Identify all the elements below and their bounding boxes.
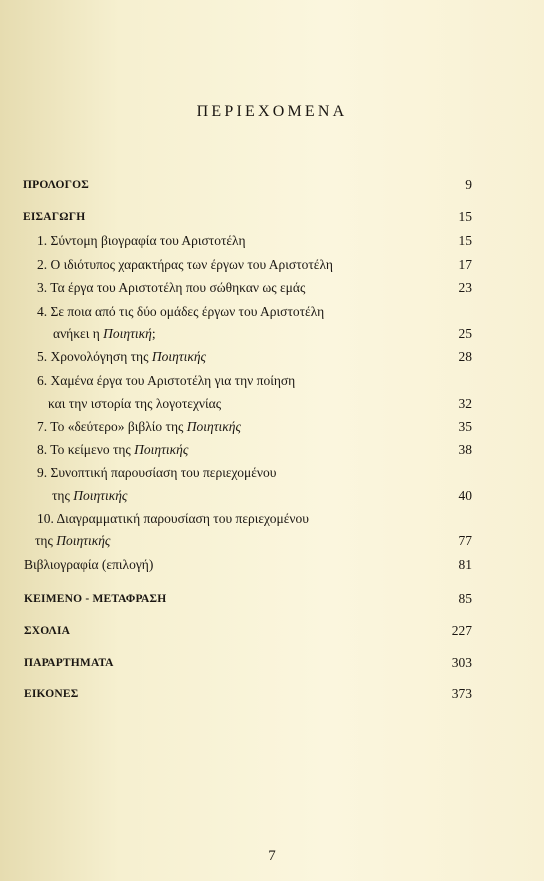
toc-label: Βιβλιογραφία (επιλογή) — [24, 557, 154, 572]
toc-entry-1 — [37, 233, 246, 249]
toc-page-number: 35 — [458, 419, 472, 434]
toc-label: 6. Χαμένα έργα του Αριστοτέλη για την ποίηση — [37, 373, 296, 388]
toc-label: ΕΙΚΟΝΕΣ — [24, 688, 79, 700]
toc-page-number: 9 — [465, 177, 472, 192]
toc-label: 9. Συνοπτική παρουσίαση του περιεχομένου — [37, 465, 277, 480]
toc-label: ΕΙΣΑΓΩΓΗ — [23, 211, 86, 223]
toc-page-number: 373 — [451, 686, 472, 701]
toc-label-italic: Ποιητικής — [73, 488, 128, 503]
page-title: ΠΕΡΙΕΧΟΜΕΝΑ — [196, 103, 348, 120]
toc-label-text: 7. Το «δεύτερο» βιβλίο της — [37, 419, 187, 434]
toc-page-number: 15 — [458, 233, 472, 248]
toc-label-italic: Ποιητικής — [186, 419, 241, 434]
toc-page-number: 17 — [458, 257, 472, 272]
toc-label: 10. Διαγραμματική παρουσίαση του περιεχομένου — [37, 511, 309, 526]
toc-label-text: ανήκει η — [53, 326, 104, 341]
toc-label: ΠΑΡΑΡΤΗΜΑΤΑ — [24, 657, 114, 669]
toc-entry-appendices — [24, 655, 114, 671]
toc-label: και την ιστορία της λογοτεχνίας — [48, 396, 222, 411]
toc-entry-2 — [37, 257, 333, 273]
toc-entry-7 — [37, 419, 241, 435]
toc-entry-prologue — [23, 177, 89, 193]
toc-entry-4-continuation — [53, 326, 156, 342]
toc-entry-8 — [37, 442, 188, 458]
toc-page-number: 38 — [458, 442, 472, 457]
toc-page-number: 25 — [458, 326, 472, 341]
toc-entry-text-translation — [24, 591, 166, 607]
toc-label-italic: Ποιητική — [103, 326, 152, 341]
toc-entry-6 — [37, 373, 295, 389]
toc-page-number: 40 — [458, 488, 472, 503]
toc-label: 1. Σύντομη βιογραφία του Αριστοτέλη — [37, 233, 246, 248]
toc-label-italic: Ποιητικής — [134, 442, 189, 457]
toc-label: 3. Τα έργα του Αριστοτέλη που σώθηκαν ως εμάς — [37, 280, 306, 295]
toc-page-number: 303 — [451, 655, 472, 670]
toc-entry-9-continuation — [52, 488, 127, 504]
toc-label-text: 5. Χρονολόγηση της — [37, 349, 152, 364]
toc-label: 4. Σε ποια από τις δύο ομάδες έργων του Αριστοτέλη — [37, 304, 325, 319]
page-number-footer: 7 — [268, 848, 276, 864]
toc-label-text: 8. Το κείμενο της — [37, 442, 135, 457]
toc-label-text: της — [52, 488, 74, 503]
toc-label: ΚΕΙΜΕΝΟ - ΜΕΤΑΦΡΑΣΗ — [24, 593, 167, 605]
toc-entry-5 — [37, 349, 206, 365]
toc-label-italic: Ποιητικής — [151, 349, 207, 364]
toc-page-number: 85 — [458, 591, 472, 606]
toc-entry-10 — [37, 511, 309, 527]
toc-label: ΣΧΟΛΙΑ — [24, 625, 71, 637]
toc-entry-bibliography — [24, 557, 153, 573]
toc-page-number: 32 — [458, 396, 472, 411]
toc-page-number: 23 — [458, 280, 472, 295]
toc-entry-4 — [37, 304, 324, 320]
toc-page-number: 227 — [451, 623, 472, 638]
toc-label-text: της — [35, 533, 57, 548]
toc-entry-3 — [37, 280, 305, 296]
toc-label: ΠΡΟΛΟΓΟΣ — [23, 179, 89, 191]
toc-entry-introduction — [23, 209, 85, 225]
toc-entry-6-continuation — [48, 396, 221, 412]
toc-entry-images — [24, 686, 78, 702]
toc-entry-notes — [24, 623, 70, 639]
toc-page-number: 28 — [458, 349, 472, 364]
toc-page-number: 81 — [458, 557, 472, 572]
toc-entry-9 — [37, 465, 276, 481]
toc-label-text: ; — [151, 326, 156, 341]
toc-label: 2. Ο ιδιότυπος χαρακτήρας των έργων του Αριστοτέλη — [37, 257, 333, 272]
toc-entry-10-continuation — [35, 533, 110, 549]
toc-page-number: 77 — [458, 533, 472, 548]
toc-page-number: 15 — [458, 209, 472, 224]
toc-label-italic: Ποιητικής — [56, 533, 111, 548]
